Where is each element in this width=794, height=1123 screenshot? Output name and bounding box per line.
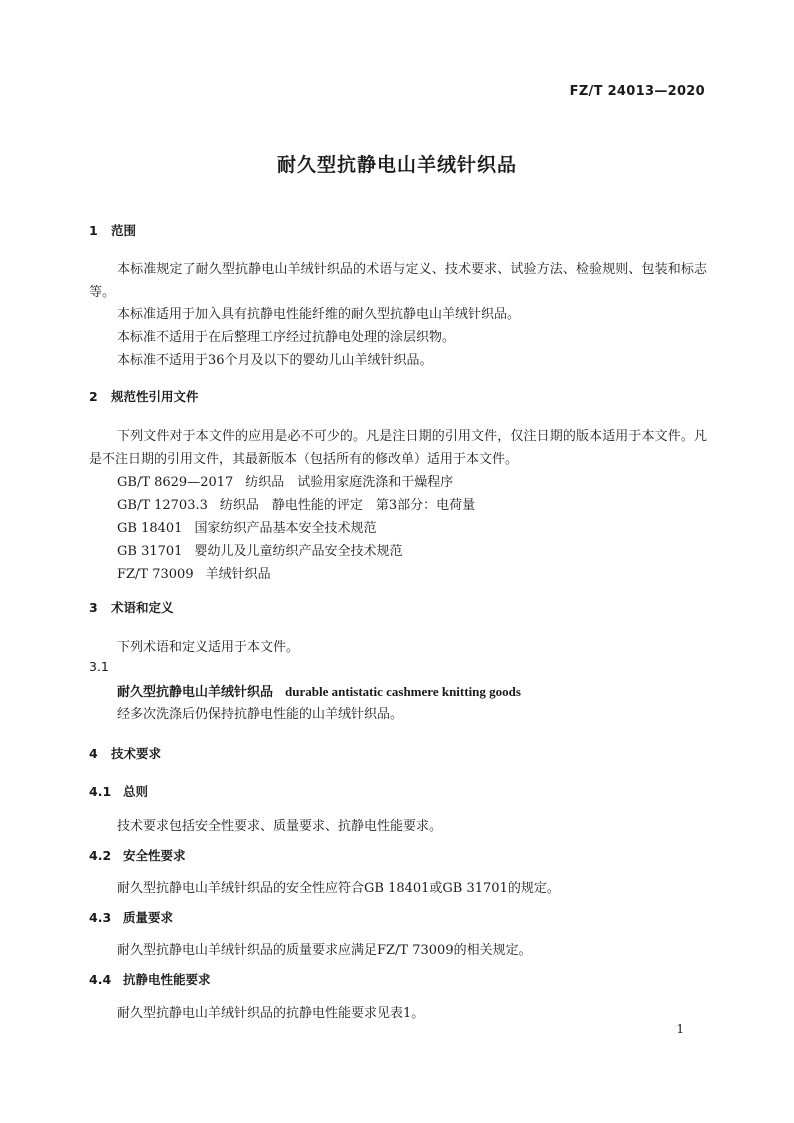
section-3-heading: [89, 598, 174, 616]
term-definition: 经多次洗涤后仍保持抗静电性能的山羊绒针织品。: [117, 707, 404, 722]
reference-code: GB 18401: [117, 521, 183, 536]
section-number: 2: [89, 389, 98, 404]
subsection-title: 抗静电性能要求: [123, 972, 211, 987]
reference-name: 纺织品 静电性能的评定 第3部分：电荷量: [219, 498, 476, 513]
section-title: 规范性引用文件: [111, 389, 199, 404]
section-title: 范围: [111, 223, 137, 238]
subsection-number: 4.1: [89, 784, 112, 799]
subsection-number: 4.4: [89, 972, 112, 987]
section-3-intro: 下列术语和定义适用于本文件。: [117, 640, 300, 655]
reference-name: 婴幼儿及儿童纺织产品安全技术规范: [194, 544, 403, 559]
standard-code: FZ/T 24013—2020: [569, 84, 705, 99]
reference-code: GB/T 12703.3: [117, 498, 208, 513]
reference-item: [117, 517, 376, 536]
subsection-title: 总则: [123, 784, 149, 799]
reference-code: FZ/T 73009: [117, 567, 194, 582]
page-number: 1: [676, 1022, 684, 1036]
subsection-4-2-text: 耐久型抗静电山羊绒针织品的安全性应符合GB 18401或GB 31701的规定。: [117, 881, 560, 896]
term-number: 3.1: [89, 659, 109, 674]
section-title: 技术要求: [111, 746, 162, 761]
reference-item: [117, 494, 475, 513]
document-title: 耐久型抗静电山羊绒针织品: [276, 154, 517, 176]
section-1-paragraph-2: 本标准适用于加入具有抗静电性能纤维的耐久型抗静电山羊绒针织品。: [117, 307, 521, 322]
reference-name: 纺织品 试验用家庭洗涤和干燥程序: [245, 475, 454, 490]
section-1-paragraph-4: 本标准不适用于36个月及以下的婴幼儿山羊绒针织品。: [117, 353, 433, 368]
section-title: 术语和定义: [111, 600, 174, 615]
reference-code: GB/T 8629—2017: [117, 475, 234, 490]
subsection-4-2-heading: [89, 846, 186, 864]
reference-item: [117, 540, 402, 559]
subsection-number: 4.2: [89, 848, 112, 863]
section-4-heading: [89, 744, 161, 762]
term-chinese: 耐久型抗静电山羊绒针织品: [117, 685, 274, 700]
subsection-title: 安全性要求: [123, 848, 186, 863]
term-heading: [117, 681, 521, 700]
reference-code: GB 31701: [117, 544, 183, 559]
reference-name: 羊绒针织品: [205, 567, 271, 582]
subsection-4-4-heading: [89, 970, 211, 988]
reference-name: 国家纺织产品基本安全技术规范: [194, 521, 377, 536]
subsection-4-4-text: 耐久型抗静电山羊绒针织品的抗静电性能要求见表1。: [117, 1006, 425, 1021]
subsection-number: 4.3: [89, 910, 112, 925]
subsection-4-1-heading: [89, 782, 148, 800]
section-1-paragraph-1: 本标准规定了耐久型抗静电山羊绒针织品的术语与定义、技术要求、试验方法、检验规则、包装和标志等。: [89, 262, 707, 300]
section-number: 4: [89, 746, 98, 761]
section-1-heading: [89, 221, 136, 239]
subsection-title: 质量要求: [123, 910, 174, 925]
section-number: 1: [89, 223, 98, 238]
section-2-heading: [89, 387, 199, 405]
subsection-4-1-text: 技术要求包括安全性要求、质量要求、抗静电性能要求。: [117, 819, 443, 834]
section-2-intro: 下列文件对于本文件的应用是必不可少的。凡是注日期的引用文件，仅注日期的版本适用于本文件。凡是不注日期的引用文件，其最新版本（包括所有的修改单）适用于本文件。: [89, 429, 707, 467]
subsection-4-3-text: 耐久型抗静电山羊绒针织品的质量要求应满足FZ/T 73009的相关规定。: [117, 943, 532, 958]
reference-item: [117, 563, 271, 582]
section-1-paragraph-3: 本标准不适用于在后整理工序经过抗静电处理的涂层织物。: [117, 330, 456, 345]
term-english: durable antistatic cashmere knitting goods: [285, 684, 521, 699]
reference-item: [117, 471, 453, 490]
subsection-4-3-heading: [89, 908, 173, 926]
section-number: 3: [89, 600, 98, 615]
